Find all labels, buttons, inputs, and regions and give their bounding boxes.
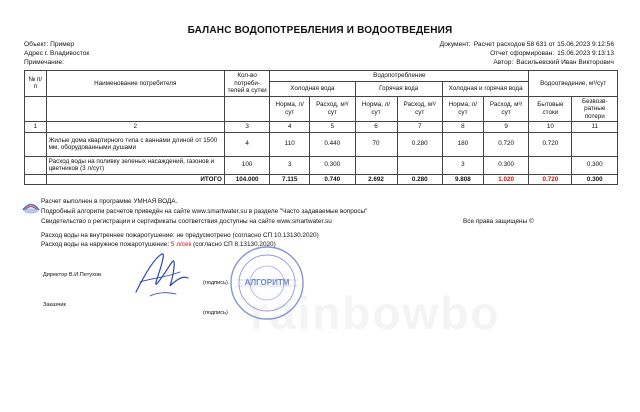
header-count-spacer xyxy=(224,96,269,122)
total-count: 104.000 xyxy=(224,174,269,185)
stamp-text: АЛГОРИТМ xyxy=(244,278,290,287)
col-number: 9 xyxy=(483,122,528,133)
header-coldhot: Холодная и горячая вода xyxy=(442,82,528,96)
header-count: Кол-во потреби-телей в сутки xyxy=(224,71,269,97)
report-value: 15.06.2023 9:13:13 xyxy=(557,50,614,57)
row-count: 100 xyxy=(224,156,269,174)
header-hot: Горячая вода xyxy=(355,82,442,96)
page-title: БАЛАНС ВОДОПОТРЕБЛЕНИЯ И ВОДООТВЕДЕНИЯ xyxy=(187,25,453,36)
signature-caption: (подпись) xyxy=(203,310,228,316)
header-household: Бытовые стоки xyxy=(529,96,572,122)
meta-left xyxy=(24,40,89,67)
col-number: 8 xyxy=(442,122,483,133)
header-name-spacer xyxy=(46,96,224,122)
note-label: Примечание: xyxy=(24,59,64,66)
col-number: 3 xyxy=(224,122,269,133)
author-label: Автор: xyxy=(493,59,514,66)
customer-label: Заказчик xyxy=(43,302,66,308)
header-irrevocable: Безвозв-ратные потери xyxy=(572,96,618,122)
header-cold: Холодная вода xyxy=(270,82,355,96)
row-num xyxy=(25,132,47,156)
header-ch-norm: Норма, л/сут xyxy=(442,96,483,122)
row-hot-norm xyxy=(355,156,397,174)
fire-inner xyxy=(41,232,319,239)
fire-inner-value: не предусмотрено (согласно СП 10.13130.2020) xyxy=(176,232,319,239)
fire-outer-suffix: (согласно СП 8.13130.2020) xyxy=(193,241,276,248)
row-num xyxy=(25,156,47,174)
total-irrevocable: 0.300 xyxy=(572,174,618,185)
header-consumption: Водопотребление xyxy=(270,71,529,82)
row-name: Жилые дома квартирного типа с ваннами длиной от 1500 мм, оборудованными душами xyxy=(46,132,224,156)
table-row xyxy=(25,132,618,156)
row-count: 4 xyxy=(224,132,269,156)
total-household: 0.720 xyxy=(529,174,572,185)
col-number: 2 xyxy=(46,122,224,133)
col-number: 5 xyxy=(310,122,355,133)
header-ch-flow: Расход, м³/сут xyxy=(483,96,528,122)
row-ch-flow: 0.300 xyxy=(483,156,528,174)
object-label: Объект: Пример xyxy=(24,41,75,48)
total-hot-flow: 0.280 xyxy=(397,174,442,185)
col-number: 10 xyxy=(529,122,572,133)
smartwater-logo-icon xyxy=(22,201,40,215)
row-irrevocable: 0.300 xyxy=(572,156,618,174)
table-row xyxy=(25,156,618,174)
row-household xyxy=(529,156,572,174)
row-hot-flow: 0.280 xyxy=(397,132,442,156)
author-value: Васильевский Иван Викторович xyxy=(516,59,614,66)
doc-label: Документ: xyxy=(439,41,471,48)
footer-program: Расчет выполнен в программе УМНАЯ ВОДА. xyxy=(41,198,178,205)
total-num-spacer xyxy=(25,174,47,185)
header-num-spacer xyxy=(25,96,47,122)
fire-inner-prefix: Расход воды на внутреннее пожаротушение: xyxy=(41,232,175,239)
handwritten-signature xyxy=(130,248,192,300)
total-row xyxy=(25,174,618,185)
footer-certificate: Свидетельство о регистрации и сертификаты соответствия доступны на сайте www.smartwater.su xyxy=(41,218,332,225)
row-hot-norm: 70 xyxy=(355,132,397,156)
watermark: rainbowbo xyxy=(250,287,501,339)
footer-algorithm: Подробный алгоритм расчетов приведён на сайте www.smartwater.su в разделе "Часто задаваемые вопросы" xyxy=(41,208,368,215)
col-number: 7 xyxy=(397,122,442,133)
rights-reserved: Все права защищены © xyxy=(463,218,534,225)
header-hot-norm: Норма, л/сут xyxy=(355,96,397,122)
meta-right xyxy=(440,40,614,67)
total-ch-flow: 1.020 xyxy=(483,174,528,185)
total-cold-flow: 0.740 xyxy=(310,174,355,185)
header-cold-flow: Расход, м³/сут xyxy=(310,96,355,122)
total-cold-norm: 7.115 xyxy=(270,174,310,185)
header-hot-flow: Расход, м³/сут xyxy=(397,96,442,122)
row-irrevocable xyxy=(572,132,618,156)
column-number-row xyxy=(25,122,618,133)
doc-value: Расчет расходов 58 631 от 15.06.2023 9:12:56 xyxy=(473,41,614,48)
col-number: 6 xyxy=(355,122,397,133)
signature-caption: (подпись) xyxy=(203,280,228,286)
row-ch-norm: 180 xyxy=(442,132,483,156)
director-label: Директор В.И.Петухов xyxy=(43,272,101,278)
address-label: Адрес г. Владивосток xyxy=(24,50,90,57)
header-num: № п/п xyxy=(25,71,47,97)
header-name: Наименование потребителя xyxy=(46,71,224,97)
row-cold-norm: 3 xyxy=(270,156,310,174)
row-hot-flow xyxy=(397,156,442,174)
report-label: Отчет сформирован: xyxy=(490,50,555,57)
total-ch-norm: 9.808 xyxy=(442,174,483,185)
row-name: Расход воды на поливку зеленых насаждений, газонов и цветников (3 л/сут) xyxy=(46,156,224,174)
fire-outer-prefix: Расход воды на наружное пожаротушение: xyxy=(41,241,170,248)
row-cold-flow: 0.300 xyxy=(310,156,355,174)
header-disposal: Водоотведение, м³/сут xyxy=(529,71,618,97)
total-hot-norm: 2.692 xyxy=(355,174,397,185)
total-label: ИТОГО xyxy=(46,174,224,185)
row-ch-norm: 3 xyxy=(442,156,483,174)
row-household: 0.720 xyxy=(529,132,572,156)
header-cold-norm: Норма, л/сут xyxy=(270,96,310,122)
balance-table xyxy=(24,70,618,185)
col-number: 4 xyxy=(270,122,310,133)
row-ch-flow: 0.720 xyxy=(483,132,528,156)
fire-outer-value: 5 л/сек xyxy=(170,241,192,248)
col-number: 1 xyxy=(25,122,47,133)
col-number: 11 xyxy=(572,122,618,133)
row-cold-flow: 0.440 xyxy=(310,132,355,156)
row-cold-norm: 110 xyxy=(270,132,310,156)
